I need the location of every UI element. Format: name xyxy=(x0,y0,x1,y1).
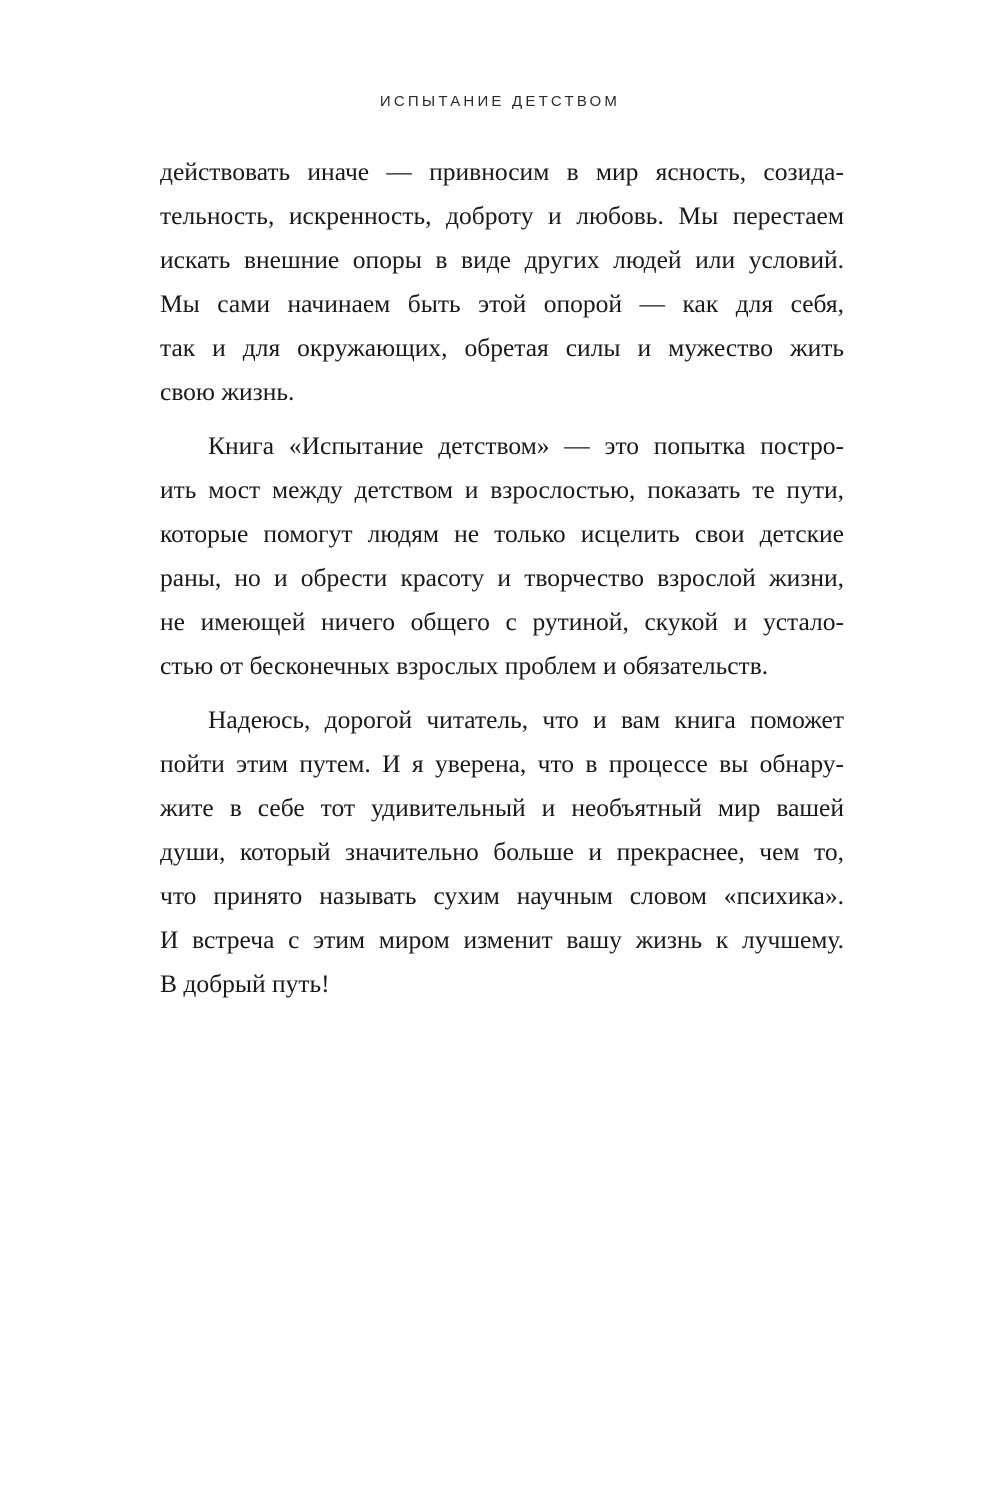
text-line: раны, но и обрести красоту и творчество взрослой жизни, xyxy=(160,563,844,592)
body-text xyxy=(160,150,844,1006)
text-line: стью от бесконечных взрослых проблем и обязательств. xyxy=(160,651,769,680)
paragraph-gap xyxy=(160,688,844,698)
text-line: пойти этим путем. И я уверена, что в процессе вы обнару- xyxy=(160,749,844,778)
text-line: жите в себе тот удивительный и необъятный мир вашей xyxy=(160,793,844,822)
paragraph xyxy=(160,150,844,414)
text-line: свою жизнь. xyxy=(160,377,295,406)
paragraph-gap xyxy=(160,414,844,424)
running-header: ИСПЫТАНИЕ ДЕТСТВОМ xyxy=(379,93,621,110)
text-line: которые помогут людям не только исцелить свои детские xyxy=(160,519,844,548)
paragraph xyxy=(160,424,844,688)
text-line: так и для окружающих, обретая силы и мужество жить xyxy=(160,333,844,362)
text-line: действовать иначе — привносим в мир ясность, созида- xyxy=(160,157,844,186)
text-line: Надеюсь, дорогой читатель, что и вам книга поможет xyxy=(208,705,844,734)
text-line: Мы сами начинаем быть этой опорой — как для себя, xyxy=(160,289,844,318)
text-line: не имеющей ничего общего с рутиной, скукой и устало- xyxy=(160,607,844,636)
text-line: ить мост между детством и взрослостью, показать те пути, xyxy=(160,475,844,504)
text-line: В добрый путь! xyxy=(160,969,330,998)
text-line: И встреча с этим миром изменит вашу жизнь к лучшему. xyxy=(160,925,844,954)
text-line: тельность, искренность, доброту и любовь. Мы перестаем xyxy=(160,201,844,230)
text-line: Книга «Испытание детством» — это попытка постро- xyxy=(208,431,844,460)
text-line: что принято называть сухим научным словом «психика». xyxy=(160,881,844,910)
text-line: искать внешние опоры в виде других людей или условий. xyxy=(160,245,844,274)
paragraph xyxy=(160,698,844,1006)
text-line: души, который значительно больше и прекраснее, чем то, xyxy=(160,837,844,866)
